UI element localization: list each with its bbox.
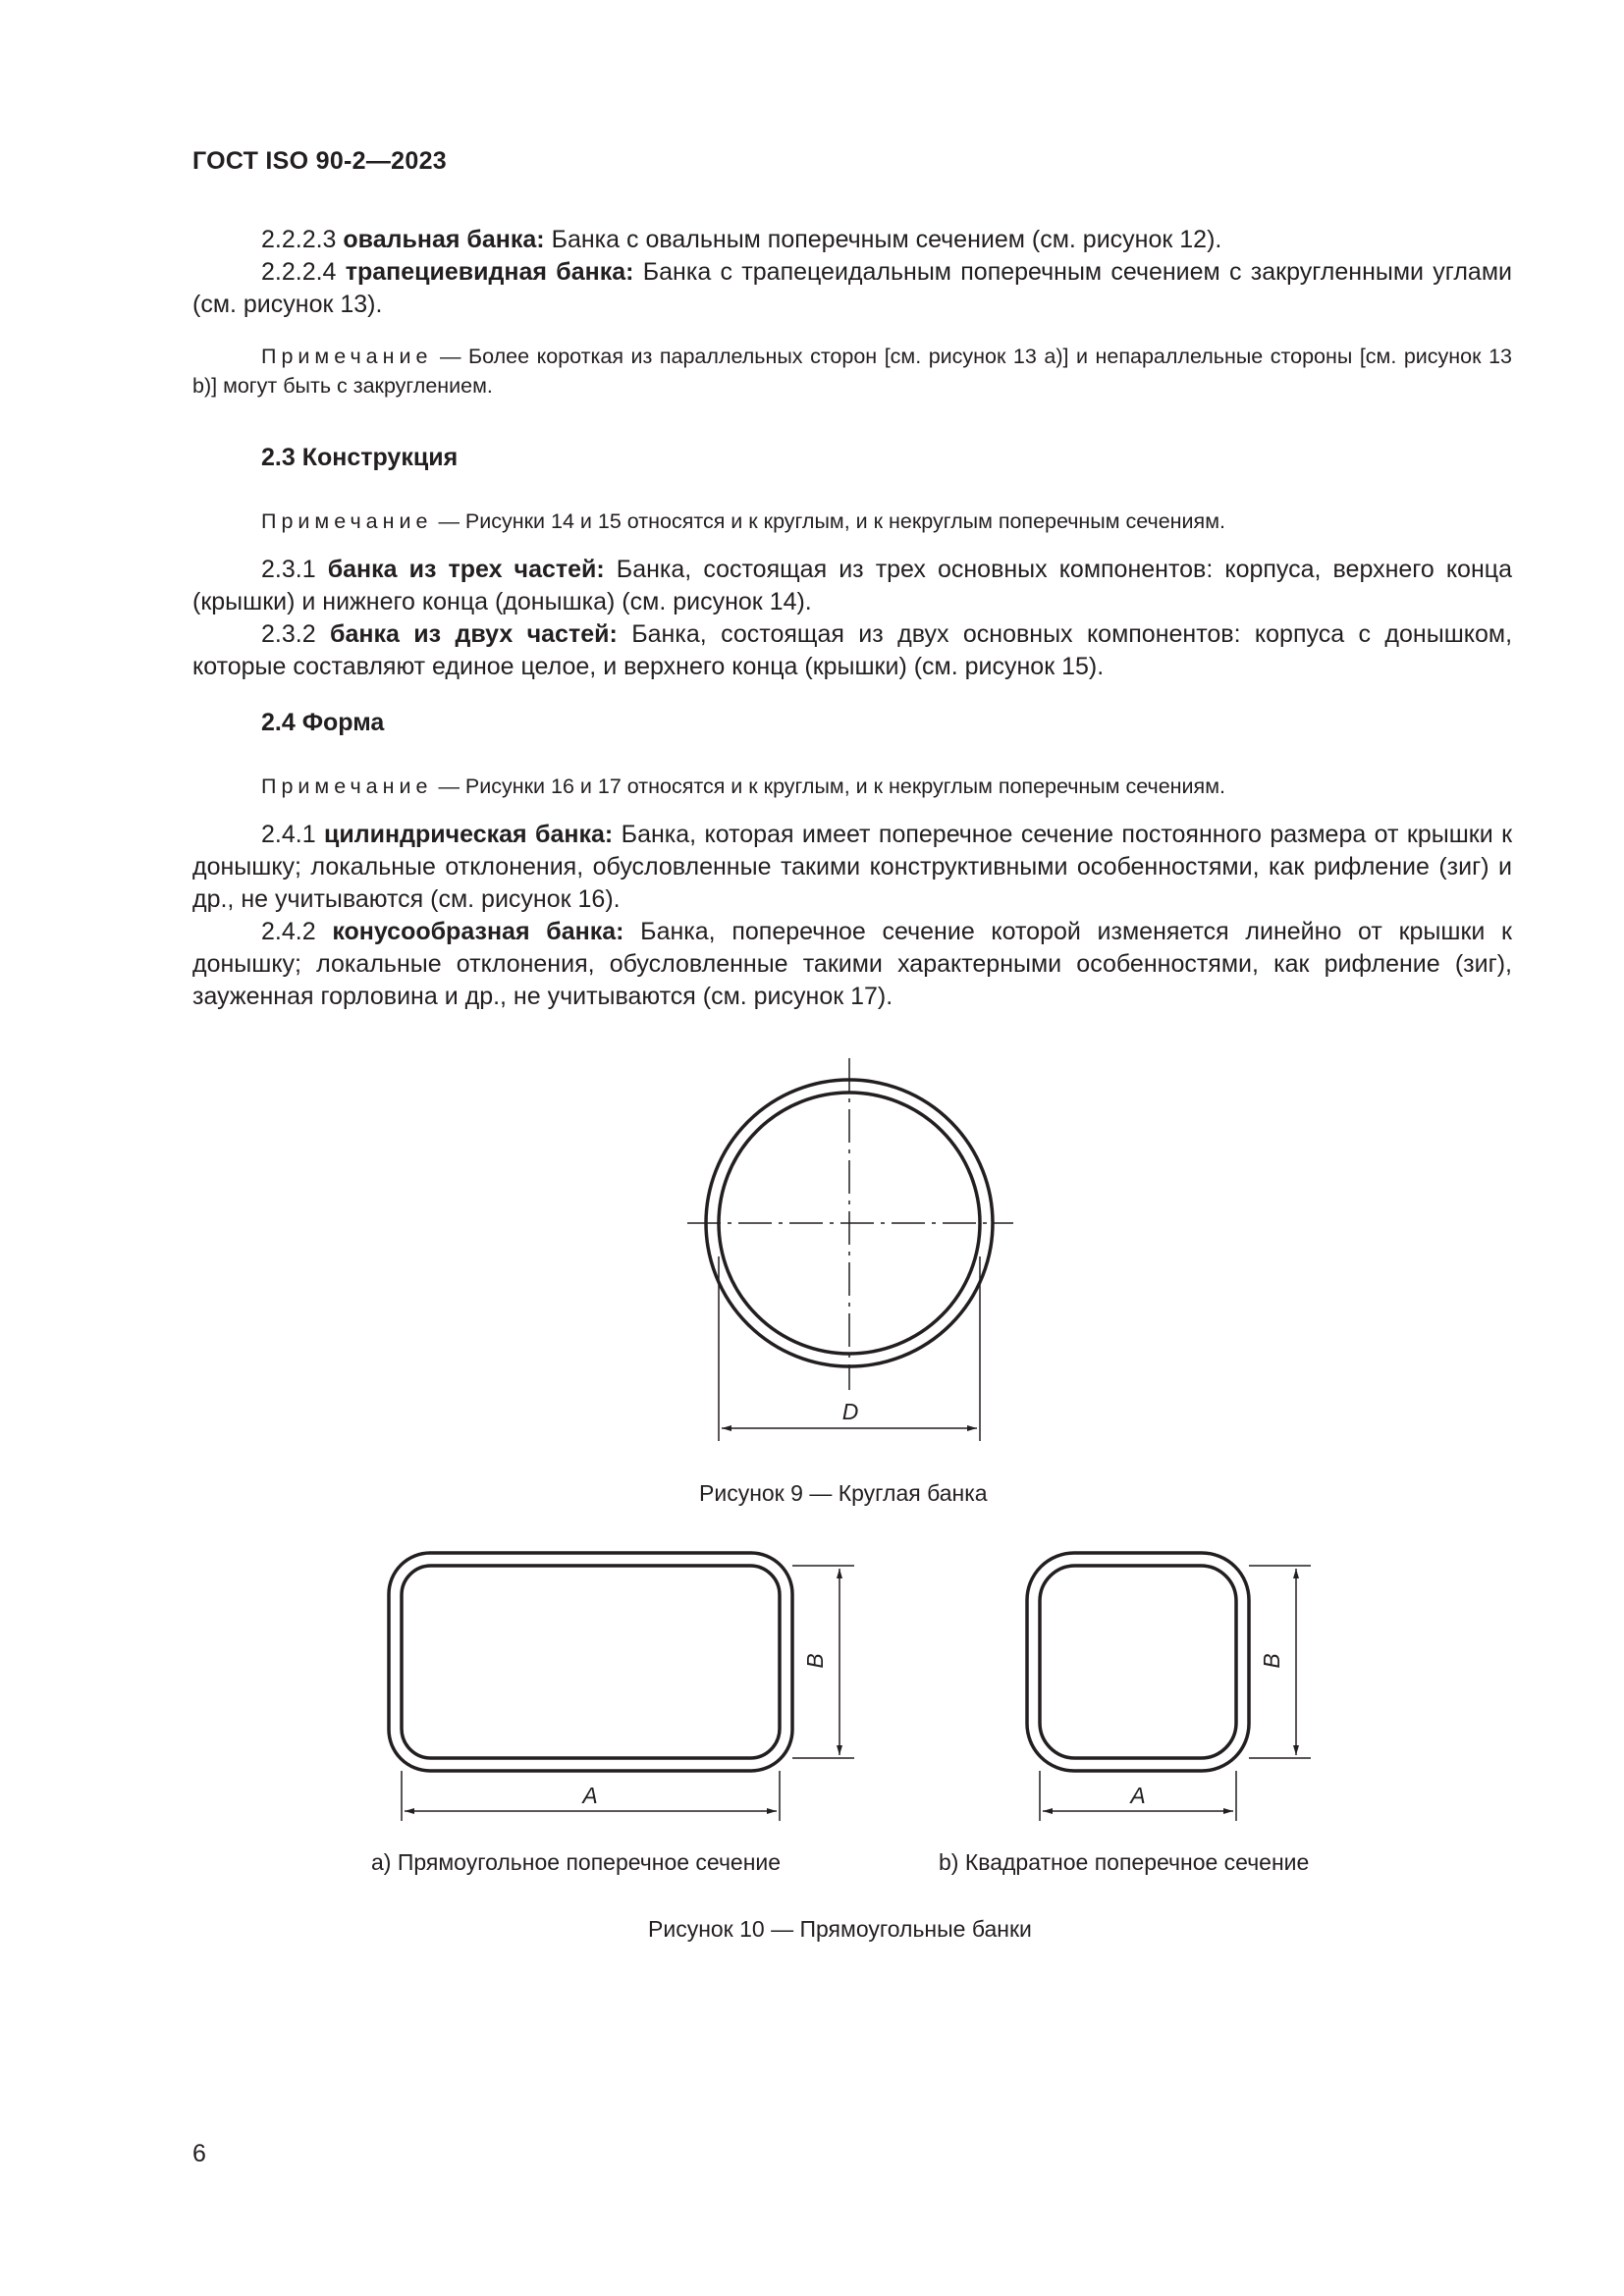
square-can-inner: [1040, 1566, 1236, 1758]
dimension-label-b: B: [802, 1653, 828, 1669]
dimension-label-b: B: [1259, 1653, 1284, 1669]
definition-text: Банка, состоящая из двух основных компонентов: корпуса с донышком, которые составляют единое целое, и верхнего конца (крышки) (см. рисунок 15).: [192, 620, 1513, 680]
page-number: 6: [192, 2140, 206, 2167]
dimension-label-d: D: [841, 1399, 859, 1424]
document-header: ГОСТ ISO 90-2—2023: [192, 147, 448, 175]
dimension-label-a: A: [1130, 1783, 1146, 1808]
definition-text: Банка, поперечное сечение которой изменяется линейно от крышки к донышку; локальные отклонения, обусловленные такими характерными особенностями, как рифление (зиг), зауженная горловина и др., не учитываются (см. рисунок 17).: [192, 918, 1512, 1010]
para-number: 2.4.1: [261, 821, 316, 848]
para-number: 2.4.2: [261, 918, 316, 945]
square-can-outer: [1027, 1553, 1249, 1771]
definition-text: Банка с овальным поперечным сечением (см. рисунок 12).: [551, 226, 1222, 253]
para-number: 2.3.2: [261, 620, 316, 648]
figure-10b-caption: b) Квадратное поперечное сечение: [939, 1849, 1310, 1875]
note-label: Примечание: [261, 509, 433, 533]
term-cylindrical-can: цилиндрическая банка:: [324, 821, 614, 848]
section-heading-23: 2.3 Конструкция: [261, 444, 459, 471]
definition-text: Банка, которая имеет поперечное сечение постоянного размера от крышки к донышку; локальные отклонения, обусловленные такими конструктивными особенностями, как рифление (зиг) и др., не учитываются (см. рисунок 16).: [192, 821, 1513, 913]
term-three-piece-can: банка из трех частей:: [327, 556, 605, 583]
note-label: Примечание: [261, 774, 433, 798]
figure-10a-caption: a) Прямоугольное поперечное сечение: [371, 1849, 782, 1875]
figure-10b-square-section: [1027, 1553, 1311, 1821]
note-text: — Рисунки 14 и 15 относятся и к круглым, и к некруглым поперечным сечениям.: [438, 509, 1225, 533]
rect-can-inner: [402, 1566, 780, 1758]
dimension-label-a: A: [582, 1783, 598, 1808]
section-heading-24: 2.4 Форма: [261, 709, 385, 736]
term-trapezoid-can: трапециевидная банка:: [345, 258, 634, 286]
note-text: — Рисунки 16 и 17 относятся и к круглым, и к некруглым поперечным сечениям.: [438, 774, 1225, 798]
term-oval-can: овальная банка:: [343, 226, 545, 253]
term-conical-can: конусообразная банка:: [332, 918, 624, 945]
figure-9-caption: Рисунок 9 — Круглая банка: [699, 1480, 988, 1506]
term-two-piece-can: банка из двух частей:: [330, 620, 618, 648]
para-number: 2.3.1: [261, 556, 316, 583]
figure-10a-rectangular-section: [389, 1553, 854, 1821]
para-number: 2.2.2.3: [261, 226, 337, 253]
para-number: 2.2.2.4: [261, 258, 337, 286]
note-label: Примечание: [261, 345, 433, 368]
figure-9-round-can: [687, 1058, 1013, 1441]
rect-can-outer: [389, 1553, 792, 1771]
definition-text: Банка, состоящая из трех основных компонентов: корпуса, верхнего конца (крышки) и нижнего конца (донышка) (см. рисунок 14).: [192, 556, 1512, 615]
note-text: — Более короткая из параллельных сторон [см. рисунок 13 a)] и непараллельные стороны [см. рисунок 13 b)] могут быть с закруглением.: [192, 345, 1512, 398]
definition-text: Банка с трапецеидальным поперечным сечением с закругленными углами (см. рисунок 13).: [192, 258, 1512, 318]
figure-10-caption: Рисунок 10 — Прямоугольные банки: [648, 1916, 1032, 1942]
